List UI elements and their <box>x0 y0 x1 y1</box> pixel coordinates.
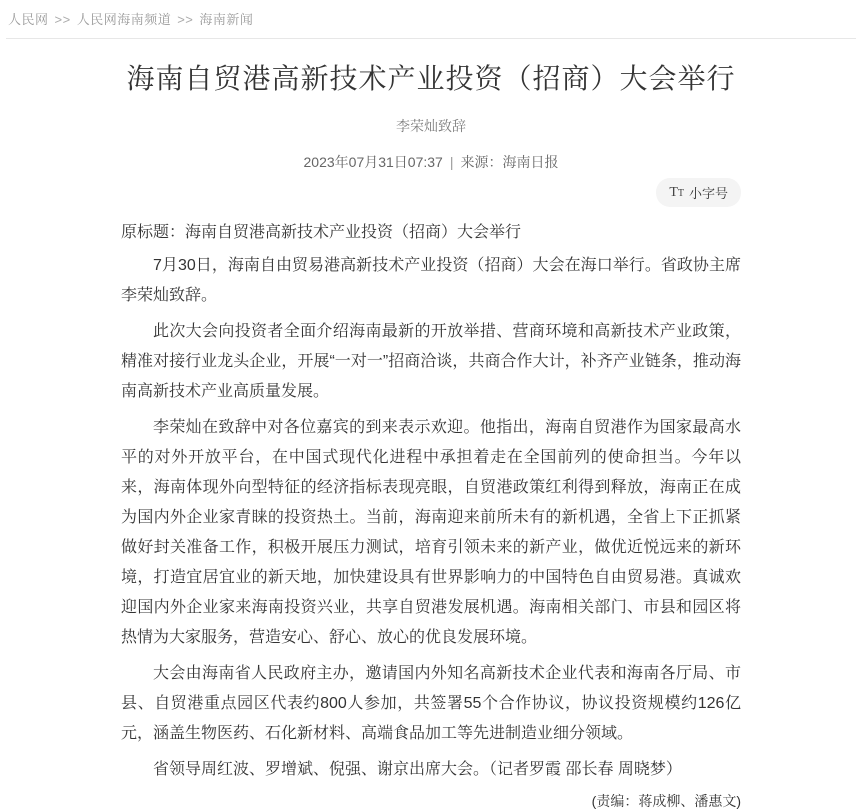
breadcrumb-separator: >> <box>54 12 71 27</box>
article-paragraph: 此次大会向投资者全面介绍海南最新的开放举措、营商环境和高新技术产业政策，精准对接行业龙头企业，开展“一对一”招商洽谈，共商合作大计，补齐产业链条，推动海南高新技术产业高质量发展。 <box>121 322 741 400</box>
font-size-button-label: 小字号 <box>688 185 728 201</box>
editor-credit: (责编：蒋成柳、潘惠文) <box>591 792 741 809</box>
article-paragraph: 李荣灿在致辞中对各位嘉宾的到来表示欢迎。他指出，海南自贸港作为国家最高水平的对外开放平台，在中国式现代化进程中承担着走在全国前列的使命担当。今年以来，海南体现外向型特征的经济指标表现亮眼，自贸港政策红利得到释放，海南正在成为国内外企业家青睐的投资热土。当前，海南迎来前所未有的新机遇，全省上下正抓紧做好封关准备工作，积极开展压力测试，培育引领未来的新产业，做优近悦远来的新环境，打造宜居宜业的新天地，加快建设具有世界影响力的中国特色自由贸易港。真诚欢迎国内外企业家来海南投资兴业，共享自贸港发展机遇。海南相关部门、市县和园区将热情为大家服务，营造安心、舒心、放心的优良发展环境。 <box>121 418 741 646</box>
source-label: 来源： <box>460 153 503 170</box>
article-paragraph: 大会由海南省人民政府主办，邀请国内外知名高新技术企业代表和海南各厅局、市县、自贸港重点园区代表约800人参加，共签署55个合作协议，协议投资规模约126亿元，涵盖生物医药、石化新材料、高端食品加工等先进制造业细分领域。 <box>121 664 741 742</box>
publish-date: 2023年07月31日07:37 <box>303 153 443 170</box>
article-paragraph: 7月30日，海南自由贸易港高新技术产业投资（招商）大会在海口举行。省政协主席李荣灿致辞。 <box>121 256 741 304</box>
original-title-line: 原标题：海南自贸港高新技术产业投资（招商）大会举行 <box>121 223 522 241</box>
header-divider <box>6 38 856 39</box>
page-title: 海南自贸港高新技术产业投资（招商）大会举行 <box>126 63 736 94</box>
breadcrumb <box>0 0 862 35</box>
breadcrumb-separator: >> <box>177 12 194 27</box>
article-container <box>121 61 741 811</box>
article-subtitle: 李荣灿致辞 <box>396 117 466 134</box>
article-meta <box>121 152 741 172</box>
breadcrumb-item-hainan-news[interactable]: 海南新闻 <box>199 12 254 27</box>
text-size-icon: TT <box>669 184 684 200</box>
article-paragraph: 省领导周红波、罗增斌、倪强、谢京出席大会。（记者罗霞 邵长春 周晓梦） <box>153 760 682 778</box>
breadcrumb-item-people-net[interactable]: 人民网 <box>8 12 49 27</box>
source-name[interactable]: 海南日报 <box>502 153 559 170</box>
meta-separator: | <box>449 153 454 170</box>
font-size-row <box>121 178 741 207</box>
font-size-button[interactable] <box>656 178 741 207</box>
breadcrumb-item-hainan-channel[interactable]: 人民网海南频道 <box>76 12 172 27</box>
